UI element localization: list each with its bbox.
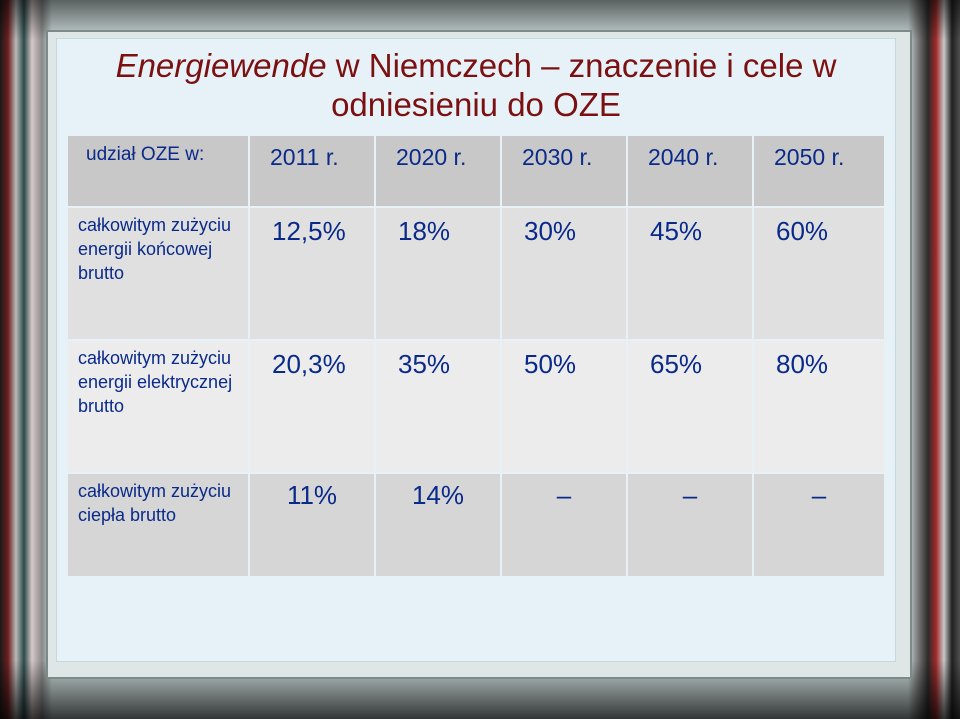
header-year: 2030 r. [502, 136, 628, 208]
slide-title [56, 46, 896, 124]
table-cell: – [754, 474, 884, 576]
row-label: całkowitym zużyciu energii elektrycznej brutto [68, 341, 250, 474]
oze-targets-table [68, 136, 884, 576]
table-cell: 60% [754, 208, 884, 341]
table-cell: 20,3% [250, 341, 376, 474]
header-year: 2050 r. [754, 136, 884, 208]
table-cell: – [628, 474, 754, 576]
table-cell: 65% [628, 341, 754, 474]
table-row [68, 474, 884, 576]
table-cell: 80% [754, 341, 884, 474]
slide-title-italic: Energiewende [115, 47, 327, 84]
row-label: całkowitym zużyciu ciepła brutto [68, 474, 250, 576]
table-cell: 14% [376, 474, 502, 576]
table-cell: 18% [376, 208, 502, 341]
table-cell: 50% [502, 341, 628, 474]
table-cell: 45% [628, 208, 754, 341]
table-cell: 12,5% [250, 208, 376, 341]
header-year: 2040 r. [628, 136, 754, 208]
table-cell: 11% [250, 474, 376, 576]
table-row [68, 208, 884, 341]
table-cell: 30% [502, 208, 628, 341]
table-cell: – [502, 474, 628, 576]
table-header-row [68, 136, 884, 208]
header-label: udział OZE w: [68, 136, 250, 208]
table-row [68, 341, 884, 474]
header-year: 2020 r. [376, 136, 502, 208]
table-cell: 35% [376, 341, 502, 474]
slide-title-rest: w Niemczech – znaczenie i cele w odniesieniu do OZE [326, 47, 837, 123]
header-year: 2011 r. [250, 136, 376, 208]
slide [56, 38, 896, 662]
row-label: całkowitym zużyciu energii końcowej brutto [68, 208, 250, 341]
